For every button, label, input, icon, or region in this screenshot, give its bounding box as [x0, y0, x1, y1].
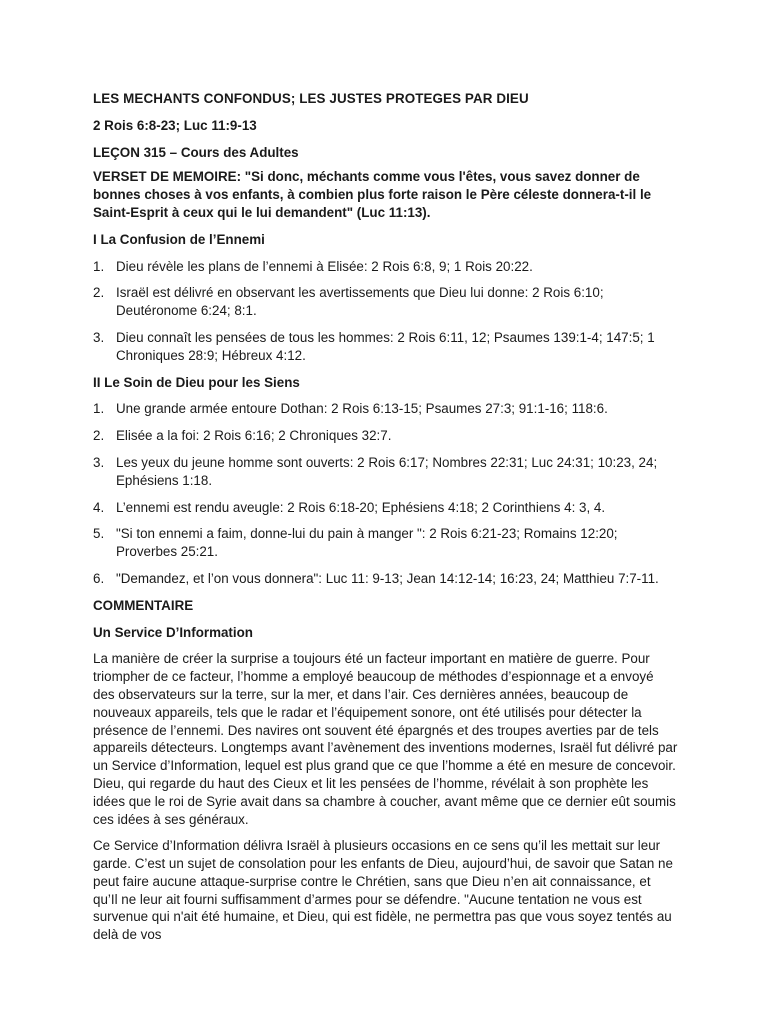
list-item — [93, 329, 678, 365]
list-item-text: Elisée a la foi: 2 Rois 6:16; 2 Chroniques 32:7. — [116, 428, 392, 444]
list-item-text: "Si ton ennemi a faim, donne-lui du pain à manger ": 2 Rois 6:21-23; Romains 12:20; Proverbes 25:21. — [116, 526, 618, 560]
list-item-text: Israël est délivré en observant les avertissements que Dieu lui donne: 2 Rois 6:10; Deutéronome 6:24; 8:1. — [116, 285, 604, 319]
commentary-paragraph-1: La manière de créer la surprise a toujours été un facteur important en matière de guerre. Pour triompher de ce facteur, l’homme a employé beaucoup de méthodes d’espionnage et a envoyé des observateurs sur la terre, sur la mer, et dans l’air. Ces dernières années, beaucoup de nouveaux appareils, tels que le radar et l’équipement sonore, ont été utilisés pour détecter la présence de l’ennemi. Des navires ont souvent été épargnés et des troupes averties par de tels appareils détecteurs. Longtemps avant l’avènement des inventions modernes, Israël fut délivré par un Service d’Information, lequel est plus grand que ce que l’homme a été en mesure de concevoir. Dieu, qui regarde du haut des Cieux et lit les pensées de l’homme, révélait à son prophète les idées que le roi de Syrie avait dans sa chambre à coucher, avant même que ce dernier eût soumis ces idées à ses généraux. — [93, 651, 678, 827]
section-1-list — [93, 258, 678, 365]
list-item-text: Dieu connaît les pensées de tous les hommes: 2 Rois 6:11, 12; Psaumes 139:1-4; 147:5; 1 Chroniques 28:9; Hébreux 4:12. — [116, 329, 655, 363]
list-item — [93, 499, 678, 517]
list-item-text: Une grande armée entoure Dothan: 2 Rois 6:13-15; Psaumes 27:3; 91:1-16; 118:6. — [116, 401, 608, 417]
list-item-number: 1. — [93, 401, 105, 417]
list-item-number: 4. — [93, 499, 105, 515]
list-item — [93, 258, 678, 276]
section-heading-1: I La Confusion de l’Ennemi — [93, 231, 265, 247]
list-item-number: 3. — [93, 454, 105, 470]
list-item — [93, 400, 678, 418]
lesson-title: LES MECHANTS CONFONDUS; LES JUSTES PROTEGES PAR DIEU — [93, 91, 529, 106]
list-item — [93, 525, 678, 561]
list-item — [93, 284, 678, 320]
list-item-number: 2. — [93, 428, 105, 444]
list-item-number: 3. — [93, 329, 105, 345]
lesson-number: LEÇON 315 – Cours des Adultes — [93, 144, 299, 160]
list-item-text: L’ennemi est rendu aveugle: 2 Rois 6:18-20; Ephésiens 4:18; 2 Corinthiens 4: 3, 4. — [116, 499, 606, 515]
memory-verse: VERSET DE MEMOIRE: "Si donc, méchants comme vous l'êtes, vous savez donner de bonnes choses à vos enfants, à combien plus forte raison le Père céleste donnera-t-il le Saint-Esprit à ceux qui le lui demandent" (Luc 11:13). — [93, 169, 652, 220]
section-2-list — [93, 400, 678, 587]
scripture-references: 2 Rois 6:8-23; Luc 11:9-13 — [93, 117, 257, 133]
list-item-text: Dieu révèle les plans de l’ennemi à Elisée: 2 Rois 6:8, 9; 1 Rois 20:22. — [116, 258, 533, 274]
list-item-number: 1. — [93, 258, 105, 274]
commentary-paragraph-2: Ce Service d’Information délivra Israël à plusieurs occasions en ce sens qu’il les mettait sur leur garde. C’est un sujet de consolation pour les enfants de Dieu, aujourd’hui, de savoir que Satan ne peut faire aucune attaque-surprise contre le Chrétien, sans que Dieu n’en ait connaissance, et qu’Il ne leur ait fourni suffisamment d’armes pour se défendre. "Aucune tentation ne vous est survenue qui n'ait été humaine, et Dieu, qui est fidèle, ne permettra pas que vous soyez tentés au delà de vos — [93, 838, 673, 943]
list-item-number: 2. — [93, 285, 105, 301]
section-heading-2: II Le Soin de Dieu pour les Siens — [93, 374, 300, 390]
list-item — [93, 570, 678, 588]
list-item-number: 6. — [93, 570, 105, 586]
commentary-heading: COMMENTAIRE — [93, 597, 194, 613]
list-item — [93, 427, 678, 445]
list-item-text: Les yeux du jeune homme sont ouverts: 2 Rois 6:17; Nombres 22:31; Luc 24:31; 10:23, 24; Ephésiens 1:18. — [116, 454, 658, 488]
list-item-text: "Demandez, et l’on vous donnera": Luc 11: 9-13; Jean 14:12-14; 16:23, 24; Matthieu 7:7-11. — [116, 570, 659, 586]
list-item-number: 5. — [93, 526, 105, 542]
list-item — [93, 454, 678, 490]
commentary-subheading: Un Service D’Information — [93, 624, 253, 640]
